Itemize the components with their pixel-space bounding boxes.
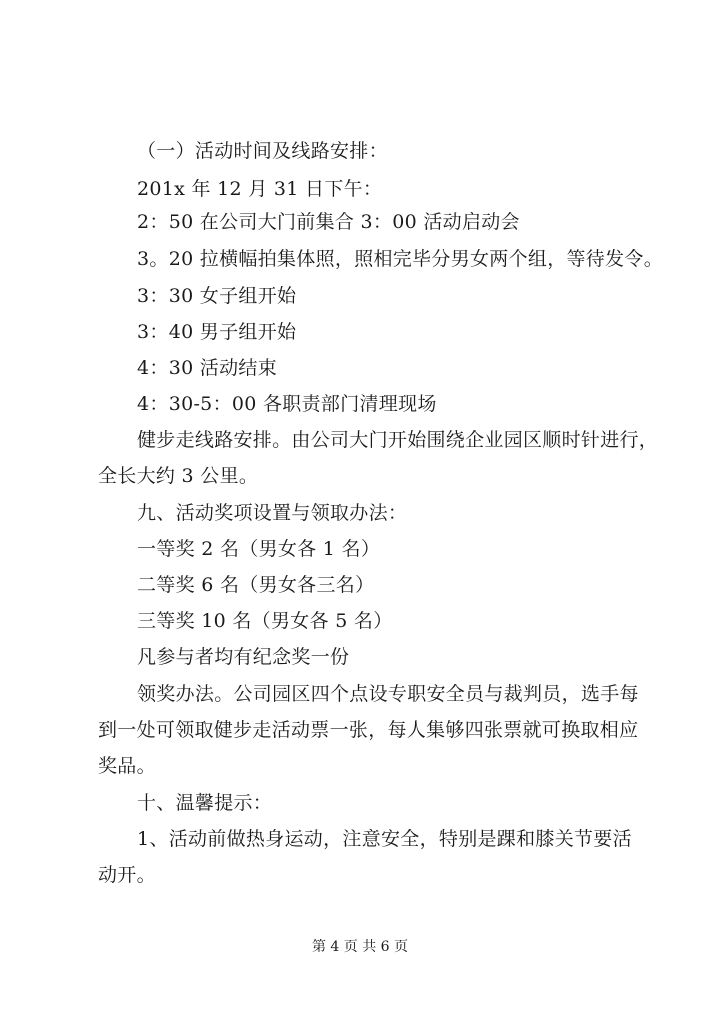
text-line: 201x 年 12 月 31 日下午： [137,178,383,200]
text-line: 领奖办法。公司园区四个点设专职安全员与裁判员，选手每 [137,683,639,705]
text-line: 3：40 男子组开始 [137,321,297,343]
text-line: 到一处可领取健步走活动票一张，每人集够四张票就可换取相应 [98,719,639,741]
text-line: 全长大约 3 公里。 [98,465,259,487]
text-line: 3。20 拉横幅拍集体照，照相完毕分男女两个组，等待发令。 [137,248,664,270]
text-line: 4：30-5：00 各职责部门清理现场 [137,393,437,415]
page-footer: 第 4 页 共 6 页 [311,939,409,955]
text-line: 凡参与者均有纪念奖一份 [137,646,350,668]
text-line: 十、温馨提示： [137,792,273,814]
text-line: 动开。 [98,864,156,886]
text-line: 健步走线路安排。由公司大门开始围绕企业园区顺时针进行， [137,429,659,451]
text-line: 1、活动前做热身运动，注意安全，特别是踝和膝关节要活 [137,828,632,850]
text-line: （一）活动时间及线路安排： [137,140,388,162]
text-line: 三等奖 10 名（男女各 5 名） [137,610,393,632]
text-line: 4：30 活动结束 [137,357,278,379]
text-line: 九、活动奖项设置与领取办法： [137,502,408,524]
text-line: 奖品。 [98,755,156,777]
text-line: 3：30 女子组开始 [137,285,297,307]
text-line: 二等奖 6 名（男女各三名） [137,574,375,596]
text-line: 一等奖 2 名（男女各 1 名） [137,538,381,560]
text-line: 2：50 在公司大门前集合 3：00 活动启动会 [137,211,520,233]
